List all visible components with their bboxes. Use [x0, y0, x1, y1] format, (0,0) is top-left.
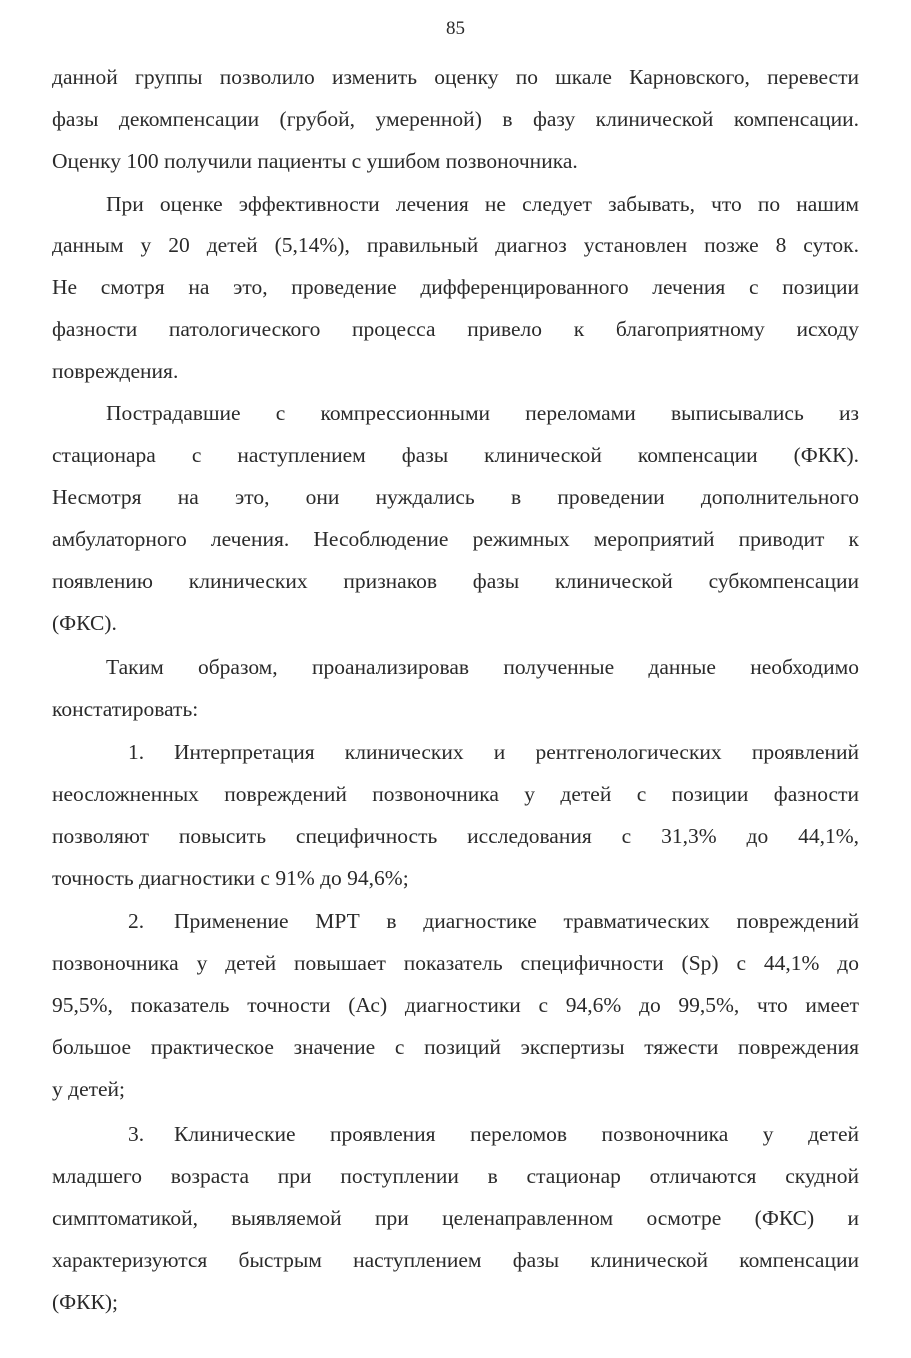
text-line: Оценку 100 получили пациенты с ушибом позвоночника. [52, 149, 578, 173]
text-line: появлению клинических признаков фазы клинической субкомпенсации [52, 569, 859, 593]
text-line: констатировать: [52, 697, 199, 721]
text-line: фазы декомпенсации (грубой, умеренной) в фазу клинической компенсации. [52, 107, 859, 131]
list-item-first-line [128, 906, 859, 936]
text-line: Не смотря на это, проведение дифференцированного лечения с позиции [52, 275, 859, 299]
text-line: 95,5%, показатель точности (Ас) диагностики с 94,6% до 99,5%, что имеет [52, 993, 859, 1017]
text-line: точность диагностики с 91% до 94,6%; [52, 866, 409, 890]
text-line: повреждения. [52, 359, 179, 383]
text-line: характеризуются быстрым наступлением фазы клинической компенсации [52, 1248, 859, 1272]
text-line: позвоночника у детей повышает показатель специфичности (Sp) с 44,1% до [52, 951, 859, 975]
text-line: данным у 20 детей (5,14%), правильный диагноз установлен позже 8 суток. [52, 233, 859, 257]
text-line: Несмотря на это, они нуждались в проведении дополнительного [52, 485, 859, 509]
text-line: позволяют повысить специфичность исследования с 31,3% до 44,1%, [52, 824, 859, 848]
list-item-number: 2. [128, 909, 145, 933]
text-line: Применение МРТ в диагностике травматических повреждений [174, 909, 859, 933]
text-line: Пострадавшие с компрессионными переломами выписывались из [106, 401, 859, 425]
text-line: у детей; [52, 1077, 126, 1101]
text-line: Клинические проявления переломов позвоночника у детей [174, 1122, 859, 1146]
text-line: фазности патологического процесса привело к благоприятному исходу [52, 317, 859, 341]
text-line: большое практическое значение с позиций экспертизы тяжести повреждения [52, 1035, 859, 1059]
list-item-number: 3. [128, 1122, 145, 1146]
text-line: неосложненных повреждений позвоночника у детей с позиции фазности [52, 782, 859, 806]
page-number: 85 [446, 18, 465, 39]
text-line: данной группы позволило изменить оценку по шкале Карновского, перевести [52, 65, 859, 89]
list-item-number: 1. [128, 740, 145, 764]
text-line: Таким образом, проанализировав полученные данные необходимо [106, 655, 859, 679]
text-line: младшего возраста при поступлении в стационар отличаются скудной [52, 1164, 859, 1188]
text-line: (ФКК); [52, 1290, 118, 1314]
text-line: (ФКС). [52, 611, 117, 635]
text-line: симптоматикой, выявляемой при целенаправленном осмотре (ФКС) и [52, 1206, 859, 1230]
text-line: стационара с наступлением фазы клинической компенсации (ФКК). [52, 443, 859, 467]
list-item-first-line [128, 737, 859, 767]
text-line: Интерпретация клинических и рентгенологических проявлений [174, 740, 859, 764]
list-item-first-line [128, 1119, 859, 1149]
text-line: амбулаторного лечения. Несоблюдение режимных мероприятий приводит к [52, 527, 859, 551]
text-line: При оценке эффективности лечения не следует забывать, что по нашим [106, 192, 859, 216]
